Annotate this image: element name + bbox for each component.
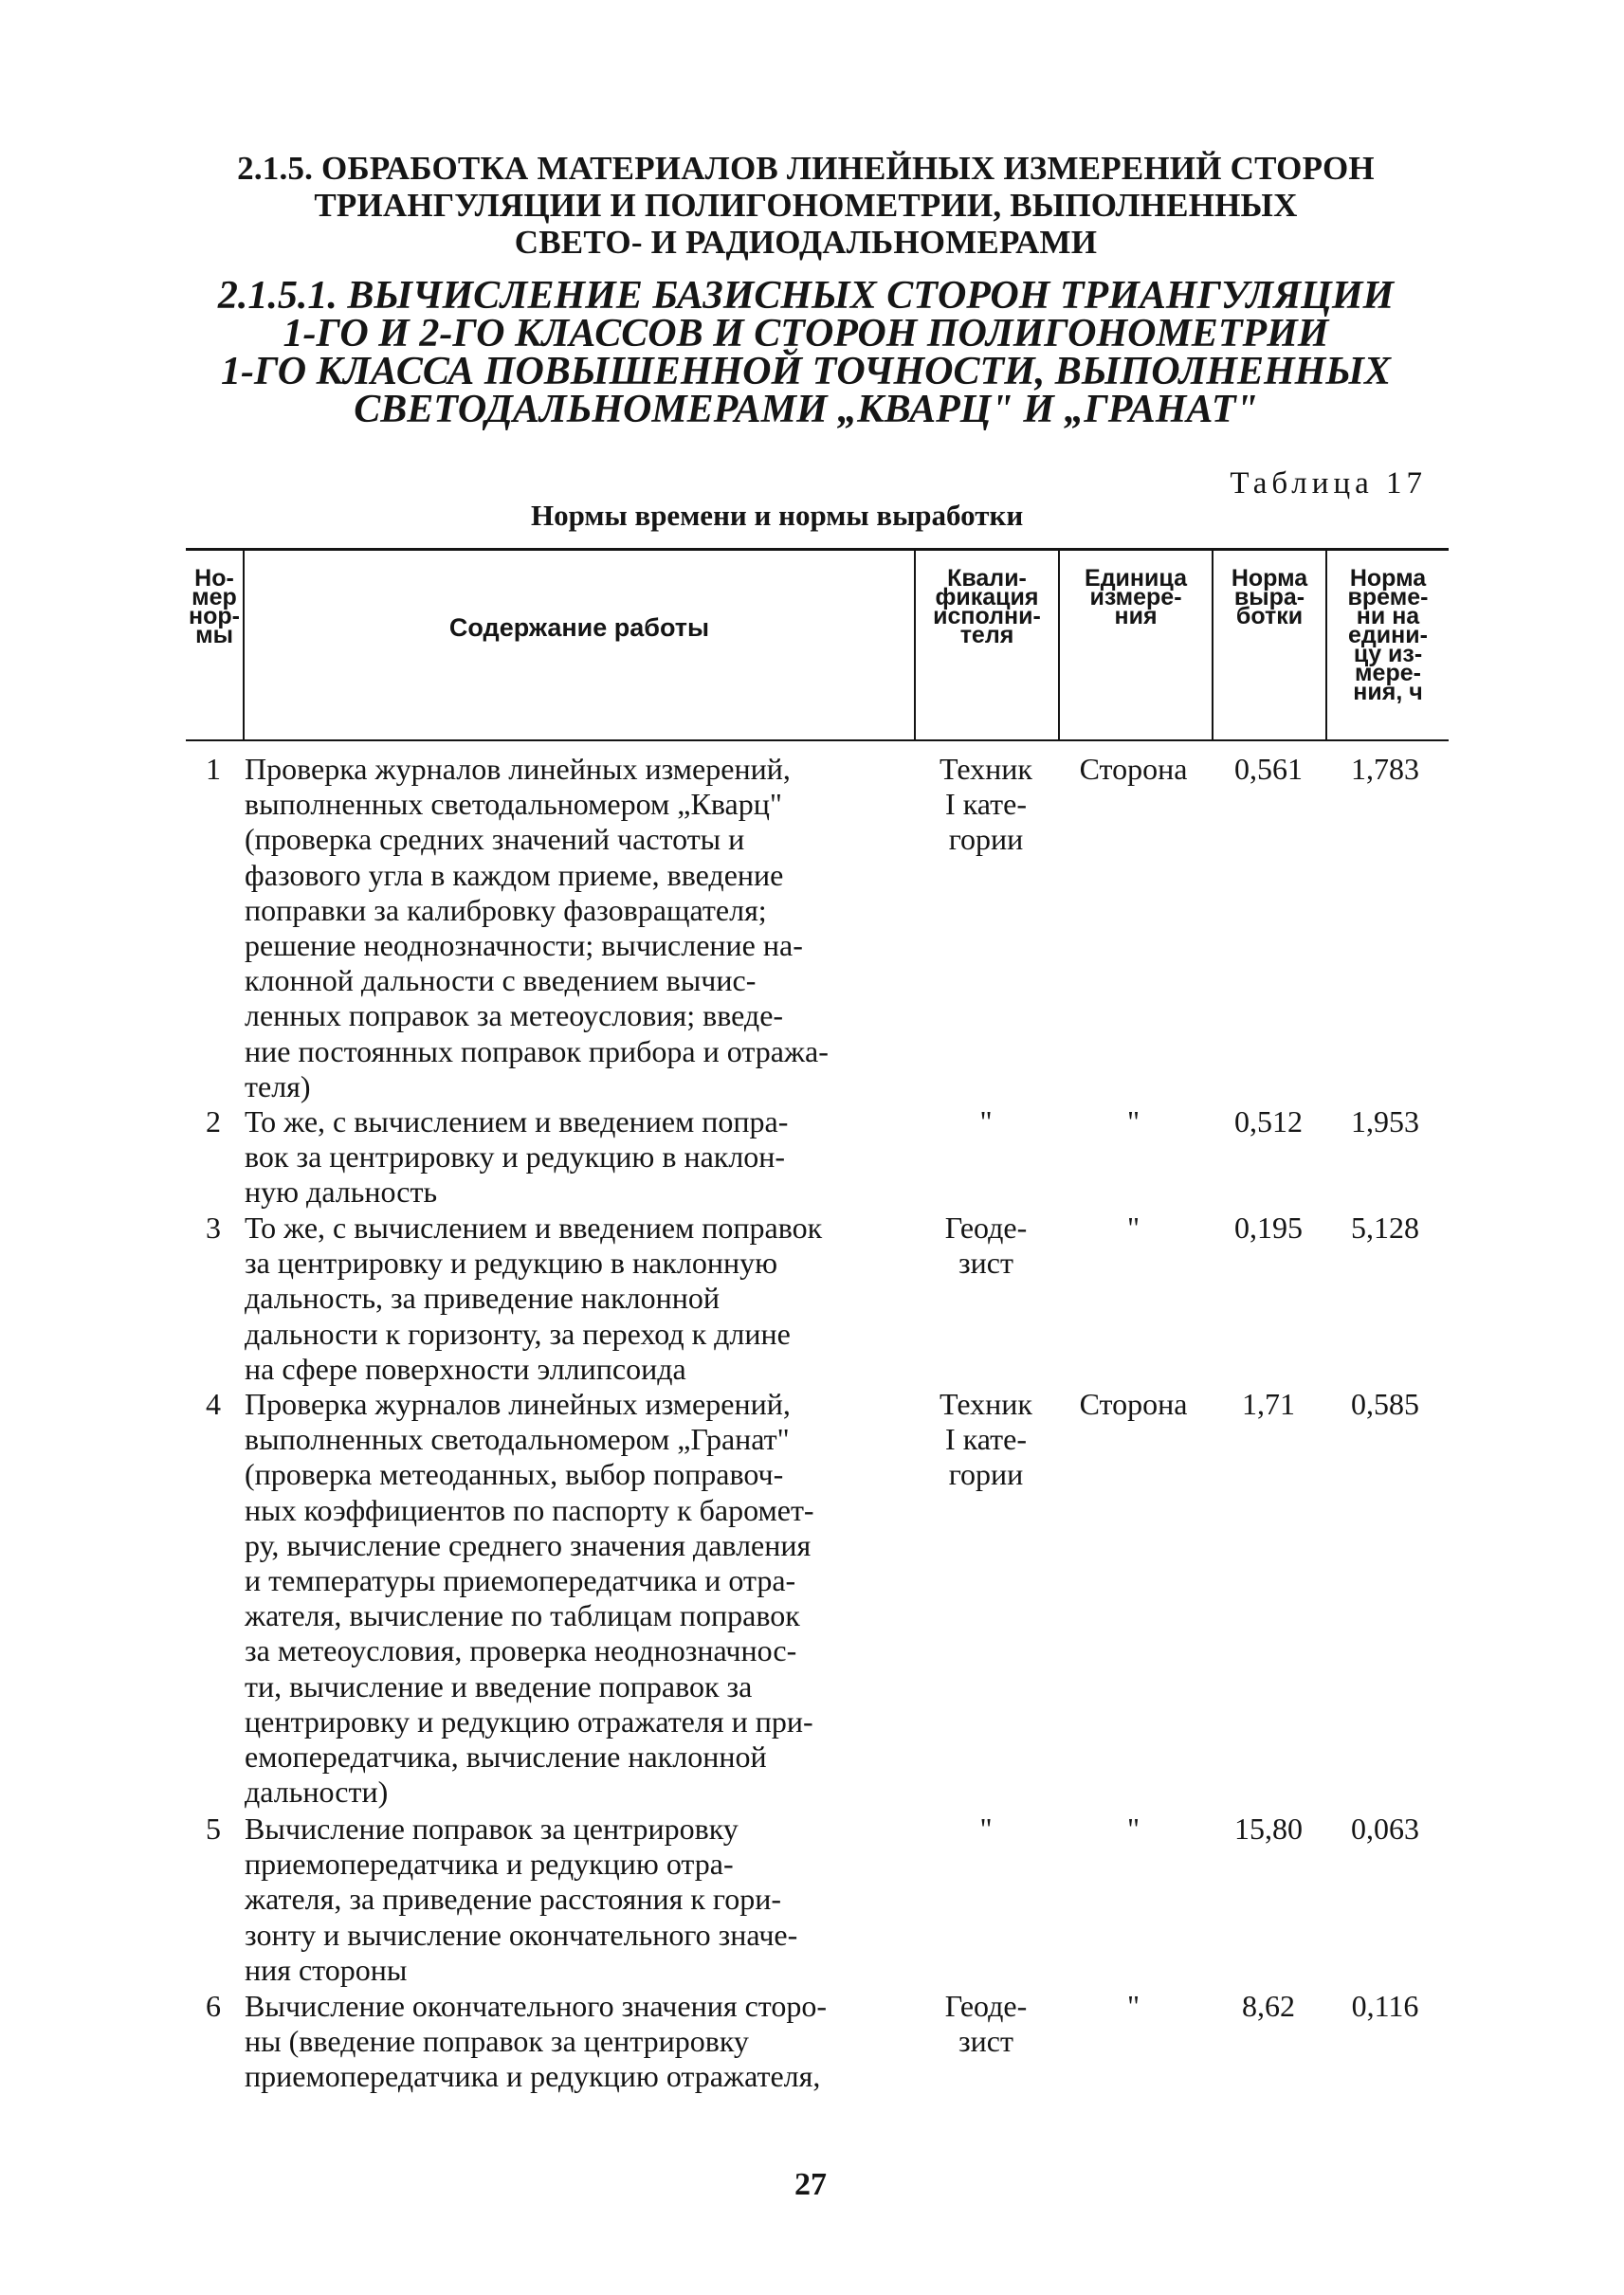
row-description: [245, 1989, 927, 2095]
description-line: выполненных светодальномером „Кварц": [245, 787, 782, 822]
description-line: То же, с вычислением и введением попра-: [245, 1104, 789, 1138]
header-text: нор-: [189, 603, 240, 629]
qualification-line: Техник: [940, 1387, 1032, 1421]
header-text: Единица: [1085, 565, 1187, 592]
description-line: выполненных светодальномером „Гранат": [245, 1422, 790, 1457]
description-line: решение неоднозначности; вычисление на-: [245, 928, 803, 963]
subsection-heading-line: СВЕТОДАЛЬНОМЕРАМИ „КВАРЦ" И „ГРАНАТ": [354, 388, 1258, 431]
subsection-heading-line: 2.1.5.1. ВЫЧИСЛЕНИЕ БАЗИСНЫХ СТОРОН ТРИАНГУЛЯЦИИ: [217, 274, 1395, 318]
header-text: Норма: [1349, 565, 1427, 592]
description-line: (проверка метеоданных, выбор поправоч-: [245, 1457, 784, 1492]
table-header-bottom-rule: [186, 739, 1449, 741]
row-description: [245, 1211, 927, 1387]
description-line: фазового угла в каждом приеме, введение: [245, 857, 784, 892]
section-heading: [190, 150, 1422, 261]
row-qualification: [916, 1104, 1056, 1139]
header-text: Содержание работы: [448, 613, 710, 642]
row-rate: 0,512: [1234, 1104, 1303, 1138]
header-text: исполни-: [933, 603, 1041, 629]
header-text: мы: [195, 622, 233, 648]
section-heading-line: 2.1.5. ОБРАБОТКА МАТЕРИАЛОВ ЛИНЕЙНЫХ ИЗМЕРЕНИЙ СТОРОН: [237, 150, 1375, 187]
row-description: [245, 752, 927, 1104]
row-time: 1,783: [1351, 752, 1419, 786]
description-line: центрировку и редукцию отражателя и при-: [245, 1703, 813, 1739]
header-qualification: [916, 565, 1058, 648]
row-unit: ": [1126, 1211, 1140, 1245]
description-line: приемопередатчика и редукцию отражателя,: [245, 2059, 821, 2094]
qualification-line: зист: [958, 2024, 1013, 2059]
row-rate: 0,561: [1234, 752, 1303, 786]
description-line: (проверка средних значений частоты и: [245, 822, 745, 857]
header-content: [245, 613, 914, 642]
qualification-line: Геоде-: [944, 1211, 1028, 1245]
description-line: емопередатчика, вычисление наклонной: [245, 1739, 767, 1775]
description-line: ти, вычисление и введение поправок за: [245, 1668, 753, 1703]
row-number: 6: [206, 1989, 221, 2023]
row-qualification: [916, 1211, 1056, 1281]
header-text: Но-: [194, 565, 234, 592]
header-text: време-: [1347, 584, 1429, 610]
row-number: 4: [206, 1387, 221, 1421]
row-rate: 1,71: [1242, 1387, 1295, 1421]
row-time: 0,585: [1351, 1387, 1419, 1421]
header-time: [1327, 565, 1449, 705]
section-heading-line: СВЕТО- И РАДИОДАЛЬНОМЕРАМИ: [514, 224, 1098, 261]
row-qualification: [916, 1387, 1056, 1493]
qualification-line: Техник: [940, 752, 1032, 786]
row-number: 5: [206, 1812, 221, 1846]
table-top-rule: [186, 548, 1449, 551]
description-line: за центрировку и редукцию в наклонную: [245, 1246, 777, 1281]
description-line: на сфере поверхности эллипсоида: [245, 1351, 686, 1386]
qualification-line: зист: [958, 1246, 1013, 1281]
header-num: [186, 565, 243, 648]
description-line: дальности к горизонту, за переход к длине: [245, 1316, 791, 1351]
header-text: Квали-: [947, 565, 1027, 592]
description-line: Вычисление окончательного значения сторо-: [245, 1989, 827, 2023]
header-rate: [1213, 565, 1325, 629]
description-line: поправки за калибровку фазовращателя;: [245, 892, 767, 927]
description-line: жателя, за приведение расстояния к гори-: [245, 1882, 781, 1917]
table-label: Таблица 17: [1230, 466, 1427, 501]
row-unit: ": [1126, 1104, 1140, 1138]
description-line: Проверка журналов линейных измерений,: [245, 1387, 791, 1421]
row-time: 0,063: [1351, 1812, 1419, 1846]
header-text: выра-: [1233, 584, 1305, 610]
header-text: мер: [192, 584, 237, 610]
row-unit: ": [1126, 1812, 1140, 1846]
header-text: цу из-: [1353, 641, 1423, 667]
row-qualification: [916, 752, 1056, 858]
header-text: ботки: [1235, 603, 1304, 629]
row-number: 2: [206, 1104, 221, 1138]
table-caption: Нормы времени и нормы выработки: [531, 499, 1024, 532]
subsection-heading-line: 1-ГО И 2-ГО КЛАССОВ И СТОРОН ПОЛИГОНОМЕТРИИ: [283, 312, 1329, 355]
section-heading-line: ТРИАНГУЛЯЦИИ И ПОЛИГОНОМЕТРИИ, ВЫПОЛНЕННЫХ: [314, 187, 1298, 224]
row-unit: Сторона: [1079, 1387, 1188, 1421]
qualification-line: Геоде-: [944, 1989, 1028, 2023]
row-description: [245, 1387, 927, 1810]
row-rate: 15,80: [1234, 1812, 1303, 1846]
header-text: ния: [1114, 603, 1158, 629]
qualification-line: ": [979, 1104, 993, 1138]
description-line: ных коэффициентов по паспорту к баромет-: [245, 1492, 814, 1527]
header-text: теля: [959, 622, 1014, 648]
description-line: ния стороны: [245, 1952, 408, 1987]
header-text: мере-: [1355, 660, 1421, 686]
row-rate: 8,62: [1242, 1989, 1295, 2023]
description-line: приемопередатчика и редукцию отра-: [245, 1847, 734, 1882]
row-unit: ": [1126, 1989, 1140, 2023]
qualification-line: I кате-: [945, 1422, 1027, 1457]
description-line: теля): [245, 1068, 311, 1103]
row-number: 3: [206, 1211, 221, 1245]
column-divider: [243, 550, 245, 740]
subsection-heading-line: 1-ГО КЛАССА ПОВЫШЕННОЙ ТОЧНОСТИ, ВЫПОЛНЕННЫХ: [220, 350, 1392, 393]
description-line: клонной дальности с введением вычис-: [245, 963, 757, 998]
page-number: 27: [794, 2167, 827, 2202]
row-rate: 0,195: [1234, 1211, 1303, 1245]
header-unit: [1060, 565, 1212, 629]
description-line: жателя, вычисление по таблицам поправок: [245, 1598, 800, 1633]
header-text: фикация: [935, 584, 1039, 610]
description-line: и температуры приемопередатчика и отра-: [245, 1563, 796, 1598]
qualification-line: гории: [948, 1457, 1024, 1492]
qualification-line: гории: [948, 822, 1024, 857]
row-time: 0,116: [1351, 1989, 1419, 2023]
subsection-heading: [190, 274, 1422, 431]
description-line: ние постоянных поправок прибора и отража-: [245, 1033, 829, 1068]
description-line: ны (введение поправок за центрировку: [245, 2024, 749, 2059]
qualification-line: ": [979, 1812, 993, 1846]
description-line: за метеоусловия, проверка неоднозначнос-: [245, 1633, 797, 1668]
description-line: Проверка журналов линейных измерений,: [245, 752, 791, 786]
row-qualification: [916, 1812, 1056, 1847]
description-line: зонту и вычисление окончательного значе-: [245, 1917, 798, 1952]
header-text: едини-: [1348, 622, 1428, 648]
qualification-line: I кате-: [945, 787, 1027, 822]
row-description: [245, 1812, 927, 1988]
header-text: ния, ч: [1353, 679, 1423, 705]
description-line: ленных поправок за метеоусловия; введе-: [245, 998, 784, 1033]
header-text: ни на: [1356, 603, 1420, 629]
description-line: То же, с вычислением и введением поправок: [245, 1211, 823, 1245]
header-text: измере-: [1089, 584, 1182, 610]
description-line: ру, вычисление среднего значения давления: [245, 1527, 812, 1562]
description-line: Вычисление поправок за центрировку: [245, 1812, 739, 1846]
description-line: вок за центрировку и редукцию в наклон-: [245, 1139, 786, 1175]
row-description: [245, 1104, 927, 1211]
row-unit: Сторона: [1079, 752, 1188, 786]
description-line: ную дальность: [245, 1175, 438, 1210]
row-qualification: [916, 1989, 1056, 2059]
row-number: 1: [206, 752, 221, 786]
description-line: дальности): [245, 1775, 389, 1810]
header-text: Норма: [1231, 565, 1308, 592]
row-time: 5,128: [1351, 1211, 1419, 1245]
row-time: 1,953: [1351, 1104, 1419, 1138]
description-line: дальность, за приведение наклонной: [245, 1281, 720, 1316]
